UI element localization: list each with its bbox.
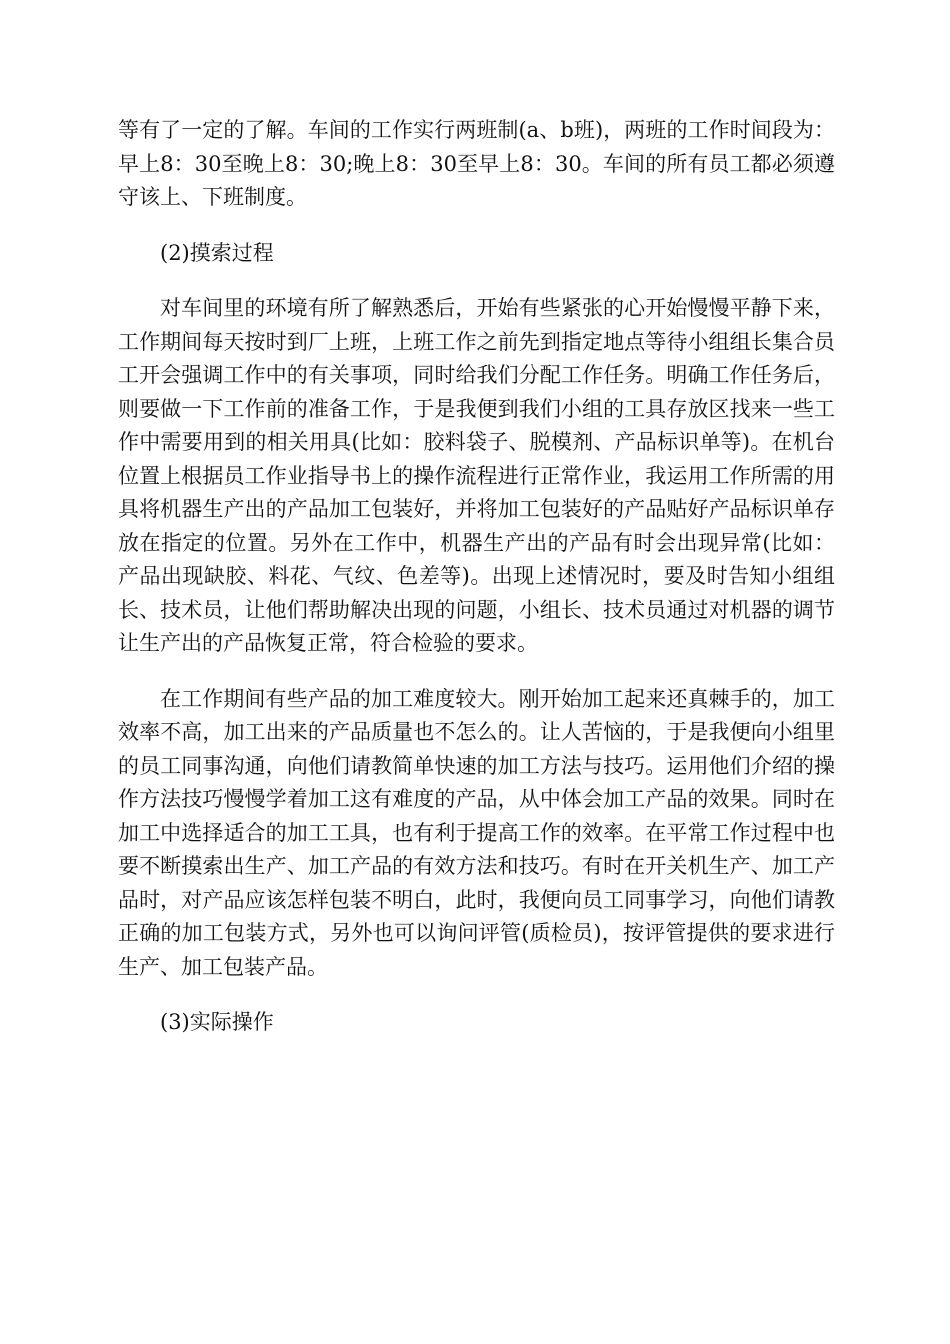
paragraph-learning: 在工作期间有些产品的加工难度较大。刚开始加工起来还真棘手的，加工效率不高，加工出来的产品质量也不怎么的。让人苦恼的，于是我便向小组里的员工同事沟通，向他们请教简单快速的加工方法与技巧。运用他们介绍的操作方法技巧慢慢学着加工这有难度的产品，从中体会加工产品的效果。同时在加工中选择适合的加工工具，也有利于提高工作的效率。在平常工作过程中也要不断摸索出生产、加工产品的有效方法和技巧。有时在开关机生产、加工产品时，对产品应该怎样包装不明白，此时，我便向员工同事学习，向他们请教正确的加工包装方式，另外也可以询问评管(质检员)，按评管提供的要求进行生产、加工包装产品。 [118, 686, 835, 979]
paragraph-shift-schedule: 等有了一定的了解。车间的工作实行两班制(a、b班)，两班的工作时间段为：早上8：30至晚上8：30;晚上8：30至早上8：30。车间的所有员工都必须遵守该上、下班制度。 [118, 118, 835, 209]
paragraph-workflow: 对车间里的环境有所了解熟悉后，开始有些紧张的心开始慢慢平静下来，工作期间每天按时到厂上班，上班工作之前先到指定地点等待小组组长集合员工开会强调工作中的有关事项，同时给我们分配工作任务。明确工作任务后，则要做一下工作前的准备工作，于是我便到我们小组的工具存放区找来一些工作中需要用到的相关用具(比如：胶料袋子、脱模剂、产品标识单等)。在机台位置上根据员工作业指导书上的操作流程进行正常作业，我运用工作所需的用具将机器生产出的产品加工包装好，并将加工包装好的产品贴好产品标识单存放在指定的位置。另外在工作中，机器生产出的产品有时会出现异常(比如：产品出现缺胶、料花、气纹、色差等)。出现上述情况时，要及时告知小组组长、技术员，让他们帮助解决出现的问题，小组长、技术员通过对机器的调节让生产出的产品恢复正常，符合检验的要求。 [118, 296, 835, 655]
document-body [118, 114, 835, 1062]
section-heading-practice: (3)实际操作 [160, 1010, 274, 1034]
section-heading-exploration: (2)摸索过程 [160, 240, 274, 265]
